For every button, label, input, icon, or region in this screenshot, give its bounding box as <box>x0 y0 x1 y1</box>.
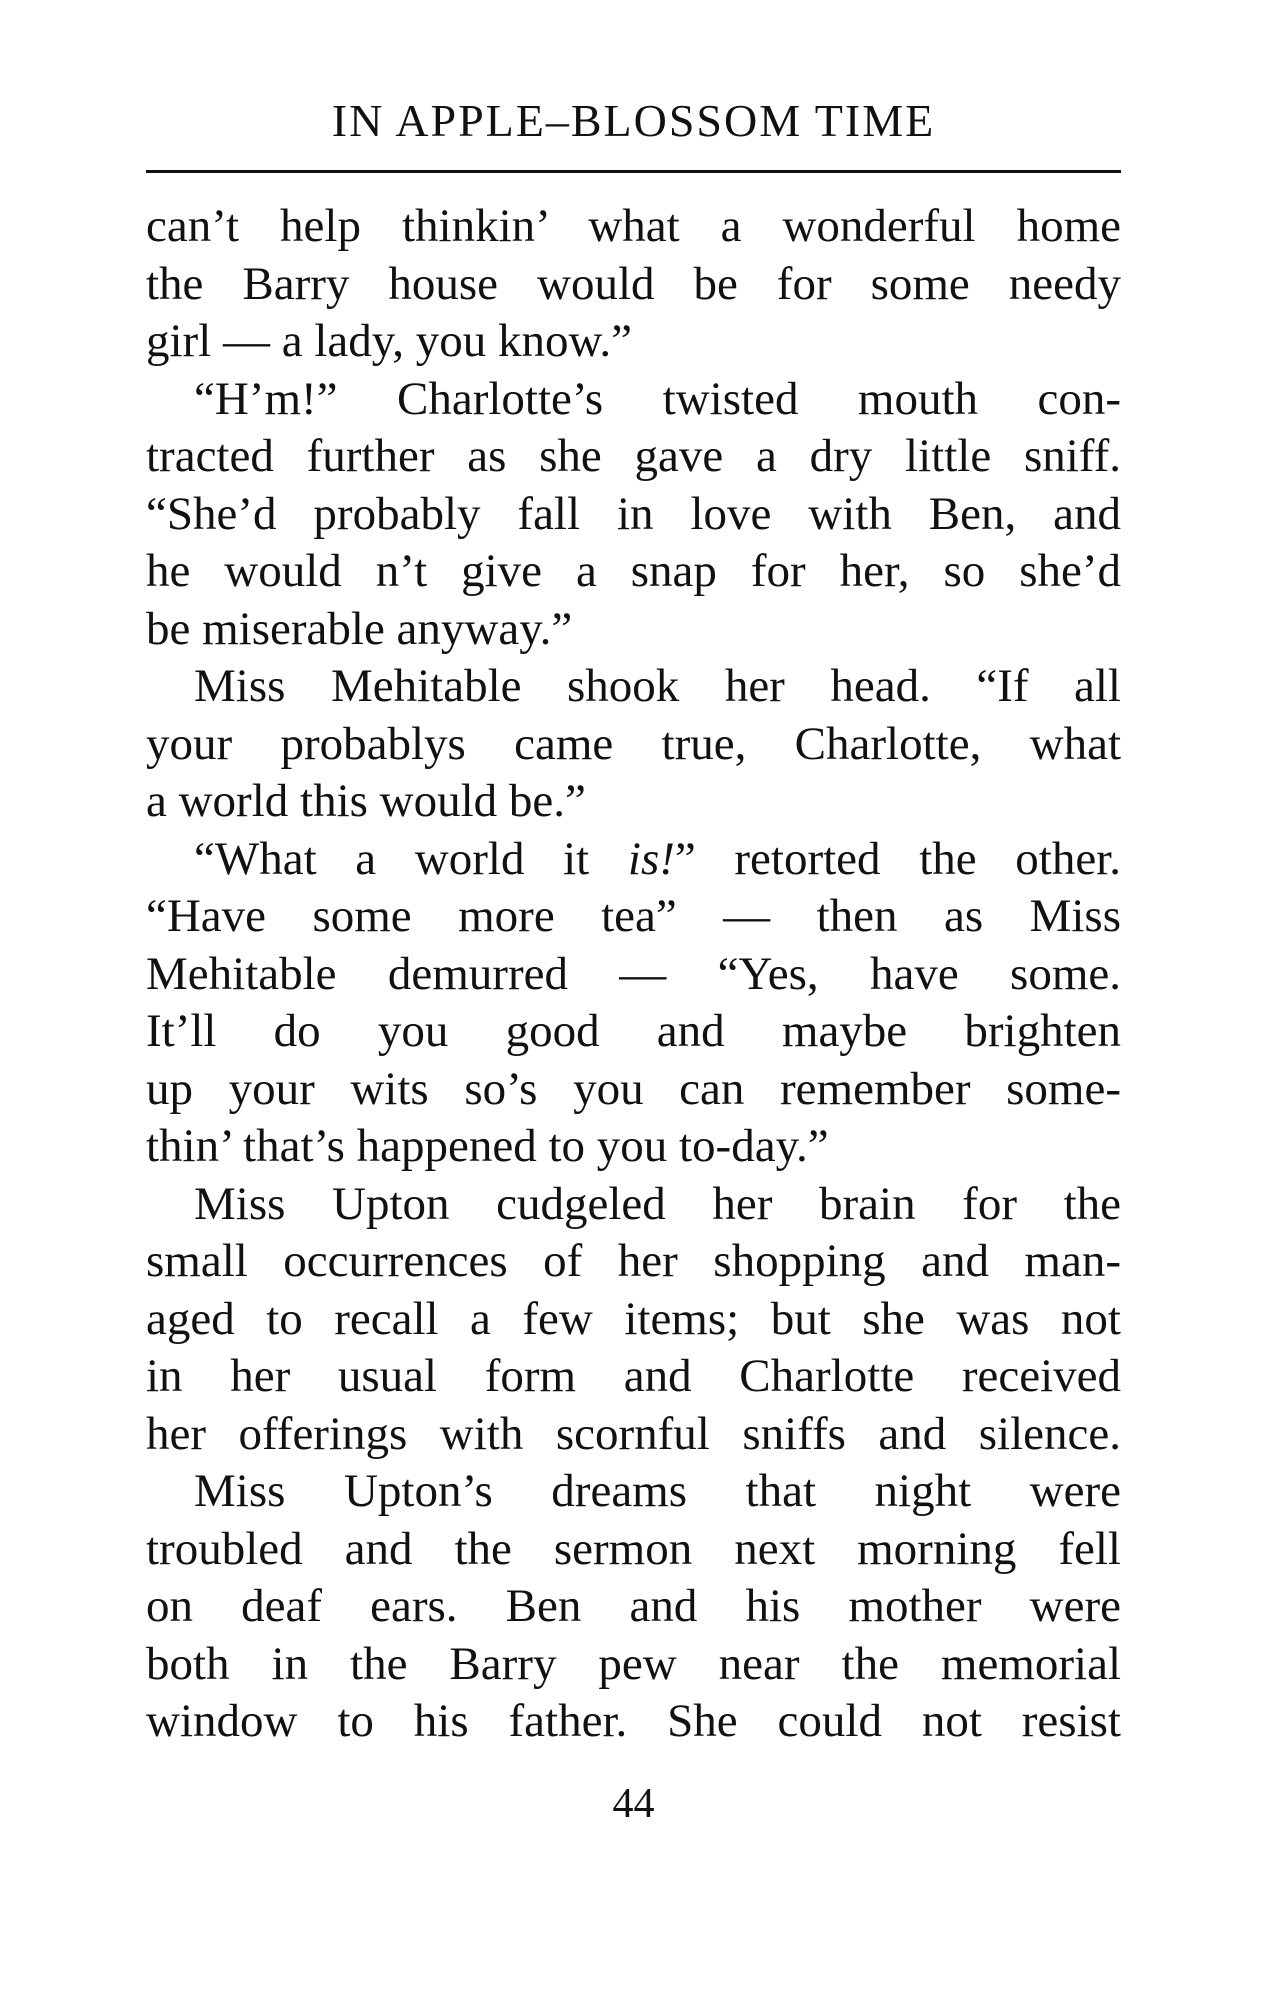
text-line: girl — a lady, you know.” <box>146 315 632 367</box>
running-head-title: IN APPLE–BLOSSOM TIME <box>331 95 936 146</box>
text-line: can’t help thinkin’ what a wonderful home <box>146 200 1121 252</box>
text-line: on deaf ears. Ben and his mother were <box>146 1580 1121 1632</box>
text-line: Miss Upton’s dreams that night were <box>194 1465 1121 1517</box>
page-number: 44 <box>612 1781 655 1827</box>
header-rule <box>146 170 1121 173</box>
text-line: up your wits so’s you can remember some- <box>146 1062 1121 1115</box>
text-line: small occurrences of her shopping and man- <box>146 1235 1121 1287</box>
text-line: the Barry house would be for some needy <box>146 257 1121 310</box>
text-line: “What a world it is!” retorted the other. <box>194 832 1121 885</box>
text-line: Miss Upton cudgeled her brain for the <box>194 1177 1121 1230</box>
text-line: It’ll do you good and maybe brighten <box>146 1005 1121 1057</box>
text-line: both in the Barry pew near the memorial <box>146 1637 1121 1690</box>
text-line: “Have some more tea” — then as Miss <box>146 890 1121 942</box>
text-line: “H’m!” Charlotte’s twisted mouth con- <box>194 372 1121 425</box>
text-line: Miss Mehitable shook her head. “If all <box>194 660 1121 712</box>
text-line: he would n’t give a snap for her, so she’d <box>146 545 1121 597</box>
text-line: in her usual form and Charlotte received <box>146 1350 1121 1402</box>
text-line: her offerings with scornful sniffs and silence. <box>146 1407 1121 1460</box>
text-line: be miserable anyway.” <box>146 602 573 655</box>
text-line: Mehitable demurred — “Yes, have some. <box>146 947 1121 1000</box>
text-line: troubled and the sermon next morning fell <box>146 1522 1121 1575</box>
text-line: aged to recall a few items; but she was not <box>146 1292 1121 1345</box>
text-line: “She’d probably fall in love with Ben, and <box>146 487 1121 540</box>
text-line: your probablys came true, Charlotte, what <box>146 717 1121 770</box>
text-line: tracted further as she gave a dry little sniff. <box>146 430 1121 482</box>
text-line: window to his father. She could not resist <box>146 1695 1121 1747</box>
text-line: a world this would be.” <box>146 775 586 827</box>
body-text <box>146 198 1121 1751</box>
text-line: thin’ that’s happened to you to-day.” <box>146 1120 829 1172</box>
